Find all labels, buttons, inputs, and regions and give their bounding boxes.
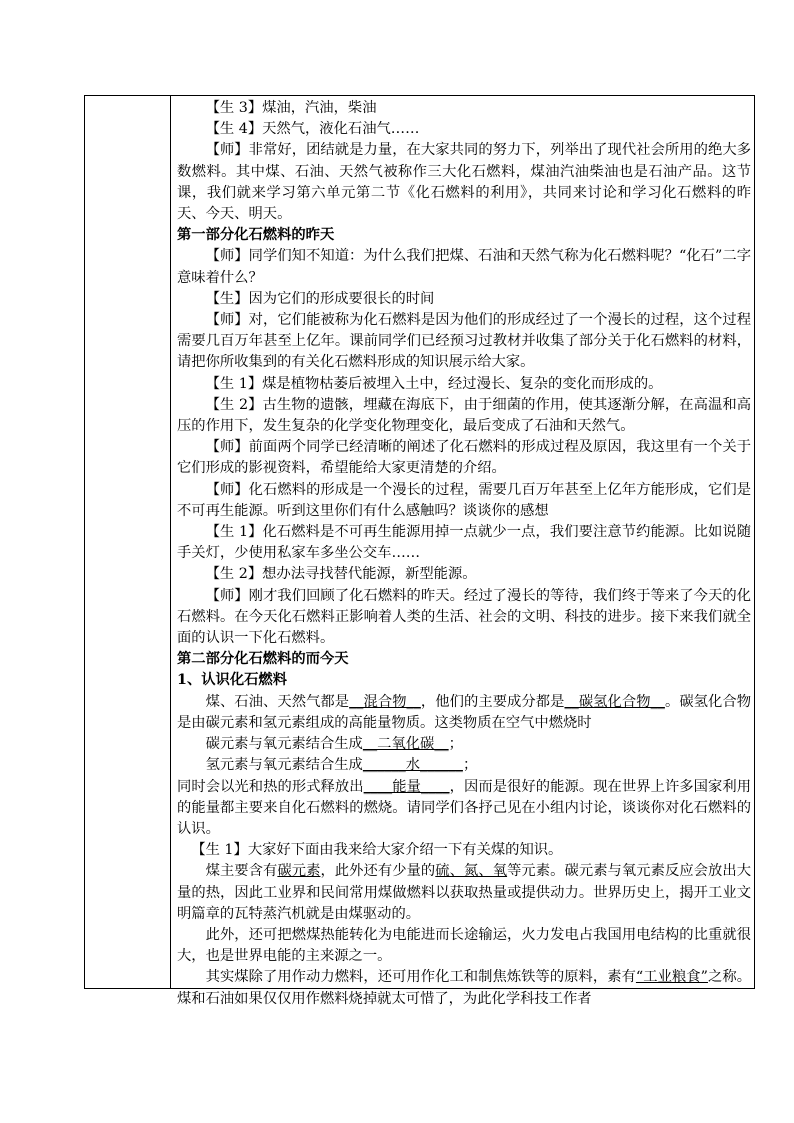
paragraph-text: 【师】前面两个同学已经清晰的阐述了化石燃料的形成过程及原因，我这里有一个关于它们形成的影视资料，希望能给大家更清楚的介绍。 — [177, 439, 751, 477]
paragraph-text: 之称。煤和石油如果仅仅用作燃料烧掉就太可惜了，为此化学科技工作者 — [177, 969, 752, 1007]
section-heading — [177, 225, 751, 246]
fill-in-paragraph — [177, 861, 751, 925]
dialogue-paragraph — [177, 564, 751, 585]
dialogue-paragraph — [177, 98, 751, 119]
paragraph-text: ，因而是很好的能源。现在世界上许多国家利用的能量都主要来自化石燃料的燃烧。请同学们各抒己见在小组内讨论，谈谈你对化石燃料的认识。 — [177, 778, 752, 837]
fill-in-paragraph — [177, 967, 751, 1009]
paragraph-text: 第二部分化石燃料的而今天 — [177, 651, 349, 668]
fill-blank-answer: ____能量____ — [363, 778, 450, 795]
paragraph-text: 【生 2】古生物的遗骸，埋藏在海底下，由于细菌的作用，使其逐渐分解，在高温和高压的作用下，发生复杂的化学变化物理变化，最后变成了石油和天然气。 — [177, 396, 751, 435]
fill-blank-answer: “工业粮食” — [635, 969, 708, 986]
dialogue-paragraph — [177, 246, 751, 288]
dialogue-paragraph — [177, 840, 751, 861]
paragraph-text: 【生 2】想办法寻找替代能源，新型能源。 — [205, 566, 477, 583]
paragraph-text: 【师】化石燃料的形成是一个漫长的过程，需要几百万年甚至上亿年方能形成，它们是不可再生能源。听到这里你们有什么感触吗？谈谈你的感想 — [177, 481, 751, 519]
paragraph-text: 【生 1】煤是植物枯萎后被埋入土中，经过漫长、复杂的变化而形成的。 — [205, 375, 663, 392]
dialogue-paragraph — [177, 925, 751, 967]
dialogue-paragraph — [177, 522, 751, 564]
fill-blank-answer: __二氧化碳__ — [362, 736, 449, 753]
paragraph-text: ； — [448, 736, 463, 753]
paragraph-text: 氢元素与氧元素结合生成 — [205, 757, 363, 774]
paragraph-text: ，此外还有少量的 — [320, 863, 436, 880]
fill-in-paragraph — [177, 692, 751, 734]
paragraph-text: 煤主要含有 — [205, 863, 278, 880]
lesson-content-cell — [177, 98, 751, 1010]
fill-in-paragraph — [177, 734, 751, 755]
dialogue-paragraph — [177, 119, 751, 140]
fill-in-paragraph — [177, 777, 751, 841]
dialogue-paragraph — [177, 586, 751, 650]
paragraph-text: 【生 1】大家好下面由我来给大家介绍一下有关煤的知识。 — [191, 842, 563, 859]
dialogue-paragraph — [177, 310, 751, 374]
paragraph-text: ，他们的主要成分都是 — [420, 693, 565, 710]
paragraph-text: 同时会以光和热的形式释放出 — [177, 778, 364, 795]
fill-blank-answer: 碳元素 — [277, 863, 321, 880]
fill-blank-answer: __碳氢化合物__ — [564, 693, 665, 710]
dialogue-paragraph — [177, 395, 751, 437]
paragraph-text: 【师】非常好，团结就是力量，在大家共同的努力下，列举出了现代社会所用的绝大多数燃料。其中煤、石油、天然气被称作三大化石燃料，煤油汽油柴油也是石油产品。这节课，我们就来学习第六单元第二节《化石燃料的利用》，共同来讨论和学习化石燃料的昨天、今天、明天。 — [177, 142, 751, 223]
paragraph-text: 煤、石油、天然气都是 — [205, 693, 350, 710]
dialogue-paragraph — [177, 437, 751, 479]
paragraph-text: 【生 3】煤油，汽油，柴油 — [205, 100, 377, 116]
paragraph-text: 碳元素与氧元素结合生成 — [205, 736, 363, 753]
fill-in-paragraph — [177, 755, 751, 776]
section-heading — [177, 670, 751, 691]
paragraph-text: 【师】对，它们能被称为化石燃料是因为他们的形成经过了一个漫长的过程，这个过程需要几百万年甚至上亿年。课前同学们已经预习过教材并收集了部分关于化石燃料的材料，请把你所收集到的有关化石燃料形成的知识展示给大家。 — [177, 312, 751, 371]
paragraph-text: 【师】同学们知不知道：为什么我们把煤、石油和天然气称为化石燃料呢？“化石”二字意味着什么？ — [177, 248, 751, 286]
paragraph-text: 【生】因为它们的形成要很长的时间 — [205, 290, 435, 307]
section-heading — [177, 649, 751, 670]
dialogue-paragraph — [177, 289, 751, 310]
dialogue-paragraph — [177, 140, 751, 225]
fill-blank-answer: ______水______ — [362, 757, 463, 774]
paragraph-text: ； — [462, 757, 478, 774]
paragraph-text: 等元素。碳元素与氧元素反应会放出大量的热，因此工业界和民间常用煤做燃料以获取热量或提供动力。世界历史上，揭开工业文明篇章的瓦特蒸汽机就是由煤驱动的。 — [177, 863, 752, 922]
dialogue-paragraph — [177, 480, 751, 522]
paragraph-text: 1、认识化石燃料 — [177, 672, 288, 689]
paragraph-text: 【生 4】天然气，液化石油气…… — [205, 121, 420, 138]
paragraph-text: 。碳氢化合物是由碳元素和氢元素组成的高能量物质。这类物质在空气中燃烧时 — [177, 693, 752, 731]
table-column-divider — [170, 95, 171, 989]
paragraph-text: 第一部分化石燃料的昨天 — [177, 227, 335, 244]
paragraph-text: 此外，还可把燃煤热能转化为电能进而长途输运，火力发电占我国用电结构的比重就很大，也是世界电能的主来源之一。 — [177, 926, 751, 965]
paragraph-text: 其实煤除了用作动力燃料，还可用作化工和制焦炼铁等的原料，素有 — [205, 969, 636, 986]
fill-blank-answer: 硫、氮、氧 — [435, 863, 508, 880]
dialogue-paragraph — [177, 374, 751, 395]
fill-blank-answer: __混合物__ — [349, 693, 421, 710]
paragraph-text: 【师】刚才我们回顾了化石燃料的昨天。经过了漫长的等待，我们终于等来了今天的化石燃料。在今天化石燃料正影响着人类的生活、社会的文明、科技的进步。接下来我们就全面的认识一下化石燃料。 — [177, 587, 751, 647]
paragraph-text: 【生 1】化石燃料是不可再生能源用掉一点就少一点，我们要注意节约能源。比如说随手关灯，少使用私家车多坐公交车…… — [177, 524, 751, 562]
